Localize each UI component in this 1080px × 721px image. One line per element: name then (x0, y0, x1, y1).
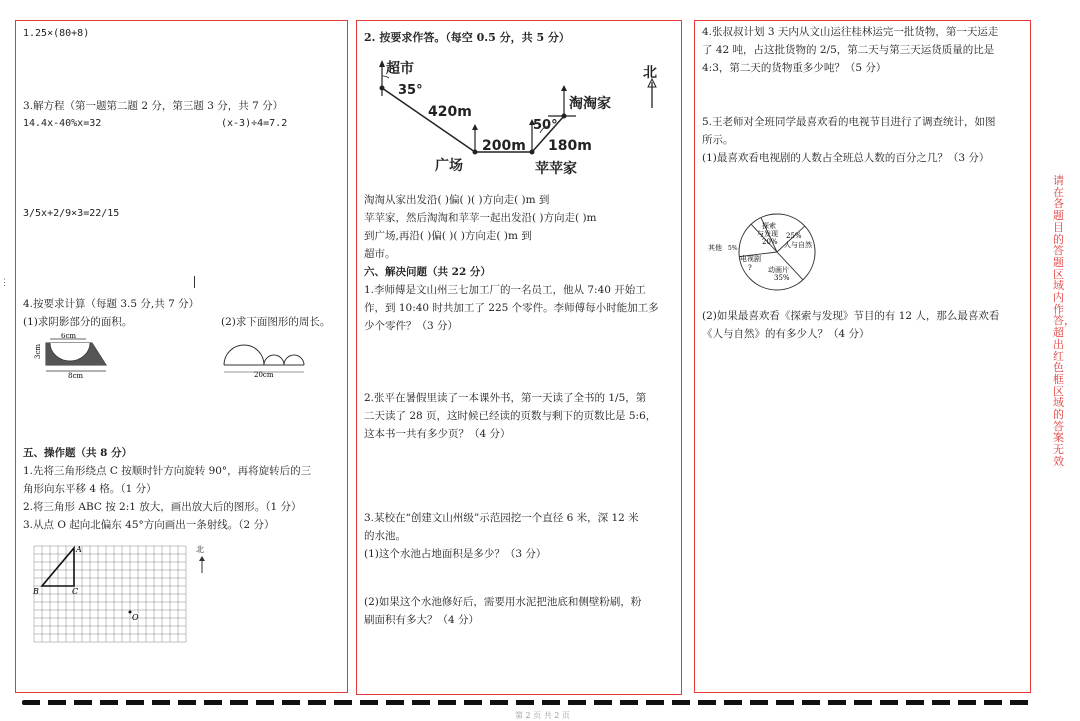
point-b-label: B (33, 587, 39, 596)
point-a-label: A (76, 545, 82, 554)
map-taotao-home-label: 淘淘家 (569, 96, 611, 112)
problem3-part2-line2: 刷面积有多大？（4 分） (364, 614, 480, 626)
fill-line-2: 苹苹家，然后淘淘和苹苹一起出发沿( )方向走( )m (364, 212, 597, 224)
q4-title: 4.按要求计算（每题 3.5 分,共 7 分） (23, 298, 200, 310)
map-north-label: 北 (643, 65, 657, 81)
pie-label-nature: 人与自然 (784, 241, 812, 249)
point-o-label: O (132, 613, 139, 622)
problem2-line1: 2.张平在暑假里读了一本课外书，第一天读了全书的 1/5，第 (364, 392, 647, 404)
pie-label-anim: 动画片 (768, 266, 789, 274)
map-pingping-home-label: 苹苹家 (535, 161, 577, 177)
pie-chart (700, 210, 825, 292)
square-grid (30, 542, 190, 646)
problem5-part2-line2: 《人与自然》的有多少人？（4 分） (702, 328, 870, 340)
shaded-area-figure (28, 333, 118, 383)
fig2-bottom-label: 20cm (254, 371, 274, 379)
problem3-part2-line1: (2)如果这个水池修好后，需要用水泥把池底和侧壁粉刷，粉 (364, 596, 642, 608)
op-task2: 2.将三角形 ABC 按 2:1 放大，画出放大后的图形。（1 分） (23, 501, 302, 513)
map-angle-35: 35° (398, 83, 423, 98)
map-distance-200: 200m (482, 138, 526, 154)
cut-line (22, 700, 1032, 705)
text-cursor (194, 276, 195, 288)
problem3-line1: 3.某校在“创建文山州级”示范园挖一个直径 6 米，深 12 米 (364, 512, 639, 524)
problem3-part1: (1)这个水池占地面积是多少？（3 分） (364, 548, 547, 560)
pie-value-anim: 35% (774, 274, 790, 282)
pie-label-drama-1: 电视剧 (740, 255, 761, 263)
q4-part2: (2)求下面图形的周长。 (221, 316, 331, 328)
grid-north-label: 北 (196, 545, 204, 554)
point-c-label: C (72, 587, 79, 596)
problem1-line2: 作，到 10:40 时共加工了 225 个零件。李师傅每小时能加工多 (364, 302, 659, 314)
problem1-line1: 1.李师傅是文山州三七加工厂的一名员工，他从 7:40 开始工 (364, 284, 646, 296)
page-footer: 第 2 页 共 2 页 (515, 711, 570, 720)
grid-north-arrow-icon (199, 556, 205, 574)
problem1-line3: 少个零件？（3 分） (364, 320, 459, 332)
q4-part1: (1)求阴影部分的面积。 (23, 316, 133, 328)
op-task1-line1: 1.先将三角形绕点 C 按顺时针方向旋转 90°，再将旋转后的三 (23, 465, 312, 477)
q3-title: 3.解方程（第一题第二题 2 分，第三题 3 分，共 7 分） (23, 100, 284, 112)
problem3-line2: 的水池。 (364, 530, 406, 542)
map-square-label: 广场 (435, 158, 463, 174)
section5-title: 五、操作题（共 8 分） (23, 447, 133, 459)
problem4-line1: 4.张叔叔计划 3 天内从文山运往桂林运完一批货物，第一天运走 (702, 26, 999, 38)
pie-value-nature: 25% (786, 232, 802, 240)
problem2-line2: 二天读了 28 页，这时候已经读的页数与剩下的页数比是 5:6， (364, 410, 657, 422)
q2-title: 2. 按要求作答。（每空 0.5 分，共 5 分） (364, 31, 570, 44)
section6-title: 六、解决问题（共 22 分） (364, 266, 491, 278)
pie-label-other: 其他 (708, 244, 722, 252)
answer-area-warning: 请在各题目的答题区域内作答，超出红色框区域的答案无效 (1053, 174, 1075, 468)
problem5-line2: 所示。 (702, 134, 734, 146)
fig1-bottom-label: 8cm (68, 372, 84, 380)
pie-label-explore-2: 与发现 (757, 230, 778, 238)
pie-value-other: 5% (728, 245, 738, 252)
equation-1: 14.4x-40%x=32 (23, 118, 102, 129)
semicircle-figure (220, 337, 315, 382)
problem4-line3: 4:3，第二天的货物重多少吨？（5 分） (702, 62, 887, 74)
problem5-line1: 5.王老师对全班同学最喜欢看的电视节目进行了调查统计，如图 (702, 116, 996, 128)
pie-label-explore-1: 探索 (762, 222, 776, 230)
fill-line-3: 到广场,再沿( )偏( )( )方向走( )m 到 (364, 230, 532, 242)
problem4-line2: 了 42 吨，占这批货物的 2/5，第二天与第三天运货质量的比是 (702, 44, 995, 56)
fill-line-1: 淘淘从家出发沿( )偏( )( )方向走( )m 到 (364, 194, 550, 206)
pie-label-drama-2: ? (748, 264, 752, 272)
map-angle-50: 50° (533, 118, 558, 133)
fill-line-4: 超市。 (364, 248, 396, 260)
problem5-part2-line1: (2)如果最喜欢看《探索与发现》节目的有 12 人，那么最喜欢看 (702, 310, 1000, 322)
equation-2: (x-3)÷4=7.2 (221, 118, 288, 129)
equation-3: 3/5x+2/9×3=22/15 (23, 208, 120, 219)
question-calc: 1.25×(80+8) (23, 28, 90, 39)
problem5-part1: (1)最喜欢看电视剧的人数占全班总人数的百分之几？（3 分） (702, 152, 990, 164)
pie-value-explore: 20% (762, 238, 778, 246)
map-supermarket-label: 超市 (386, 61, 414, 77)
left-margin-mark: ⋮ (0, 278, 9, 288)
fig1-side-label: 3cm (34, 343, 42, 359)
op-task1-line2: 角形向东平移 4 格。（1 分） (23, 483, 157, 495)
map-distance-180: 180m (548, 138, 592, 154)
op-task3: 3.从点 O 起向北偏东 45°方向画出一条射线。（2 分） (23, 519, 275, 531)
problem2-line3: 这本书一共有多少页？（4 分） (364, 428, 511, 440)
fig1-top-label: 6cm (61, 333, 77, 340)
map-distance-420: 420m (428, 104, 472, 120)
